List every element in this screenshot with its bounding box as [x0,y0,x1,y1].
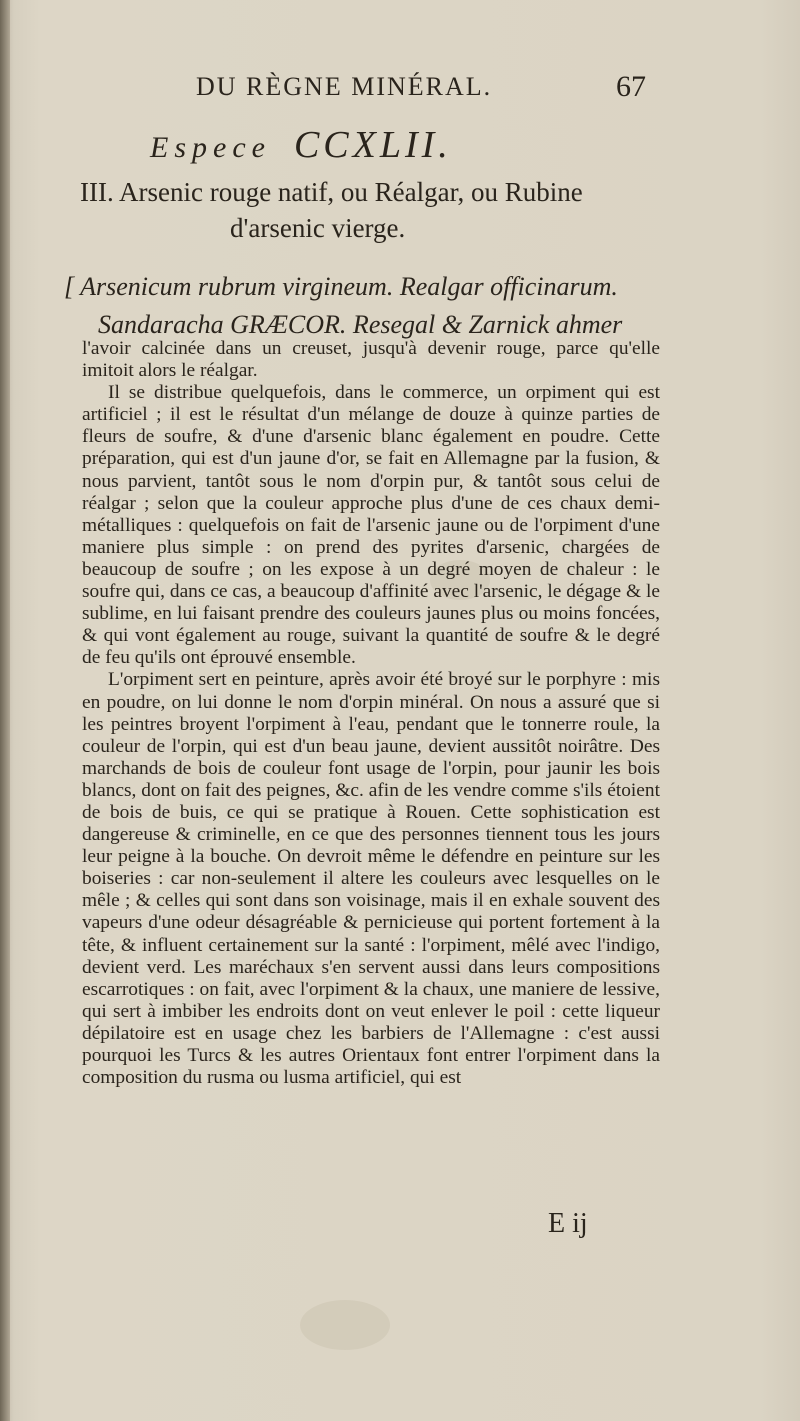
species-numeral: CCXLII. [293,124,452,166]
body-text [82,338,660,1089]
paragraph-3: L'orpiment sert en peinture, après avoir été broyé sur le porphyre : mis en poudre, on lui donne le nom d'orpin minéral. On nous a assuré que si les peintres broyent l'orpiment à l'eau, pendant que le tonnerre roule, la couleur de l'orpin, qui est d'un beau jaune, devient aussitôt noirâtre. Des marchands de bois de couleur font usage de l'orpin, pour jaunir les bois blancs, dont on fait des peignes, &c. afin de les vendre comme s'ils étoient de bois de buis, ce qui se pratique à Rouen. Cette sophistication est dangereuse & criminelle, en ce que des personnes tiennent tous les jours leur peigne à la bouche. On devroit même le défendre en peinture sur les boiseries : car non-seulement il altere les couleurs avec lesquelles on le mêle ; & celles qui sont dans son voisinage, mais il en exhale souvent des vapeurs d'une odeur désagréable & pernicieuse qui portent fortement à la tête, & influent certainement sur la santé : l'orpiment, mêlé avec l'indigo, devient verd. Les maréchaux s'en servent aussi dans leurs compositions escarrotiques : on fait, avec l'orpiment & la chaux, une maniere de lessive, qui sert à imbiber les endroits dont on veut enlever le poil : cette liqueur dépilatoire est en usage chez les barbiers de l'Allemagne : c'est aussi pourquoi les Turcs & les autres Orientaux font entrer l'orpiment dans la composition du rusma ou lusma artificiel, qui est [82,669,660,1089]
entry-title-line-2: d'arsenic vierge. [230,213,406,243]
paper-stain [300,1300,390,1350]
synonymy-line-1: [ Arsenicum rubrum virgineum. Realgar officinarum. [64,272,618,301]
paragraph-1: l'avoir calcinée dans un creuset, jusqu'à devenir rouge, parce qu'elle imitoit alors le réalgar. [82,338,660,382]
species-heading [150,123,650,167]
page-number: 67 [616,70,646,103]
entry-title-line-1: III. Arsenic rouge natif, ou Réalgar, ou Rubine [80,177,583,207]
signature-mark: E ij [548,1208,588,1239]
entry-title [80,174,740,246]
synonymy-line-2: Sandaracha GRÆCOR. Resegal & Zarnick ahmer [98,310,623,339]
running-title: DU RÈGNE MINÉRAL. [196,72,493,101]
latin-synonymy [64,268,754,344]
running-head [0,72,800,106]
page-binding-shadow [0,0,10,1421]
paragraph-2: Il se distribue quelquefois, dans le commerce, un orpiment qui est artificiel ; il est le résultat d'un mélange de douze à quinze parties de fleurs de soufre, & d'une d'arsenic blanc également en poudre. Cette préparation, qui est d'un jaune d'or, se fait en Allemagne par la fusion, & nous parvient, tantôt sous le nom d'orpin pur, & tantôt sous celui de réalgar ; selon que la couleur approche plus d'une de ces chaux demi-métalliques : quelquefois on fait de l'arsenic jaune ou de l'orpiment d'une maniere plus simple : on prend des pyrites d'arsenic, chargées de beaucoup de soufre ; on les expose à un degré moyen de chaleur : le soufre qui, dans ce cas, a beaucoup d'affinité avec l'arsenic, le dégage & le sublime, en lui faisant prendre des couleurs jaunes plus ou moins foncées, & qui vont également au rouge, suivant la quantité de soufre & le degré de feu qu'ils ont éprouvé ensemble. [82,382,660,669]
species-word: Espece [150,131,271,164]
